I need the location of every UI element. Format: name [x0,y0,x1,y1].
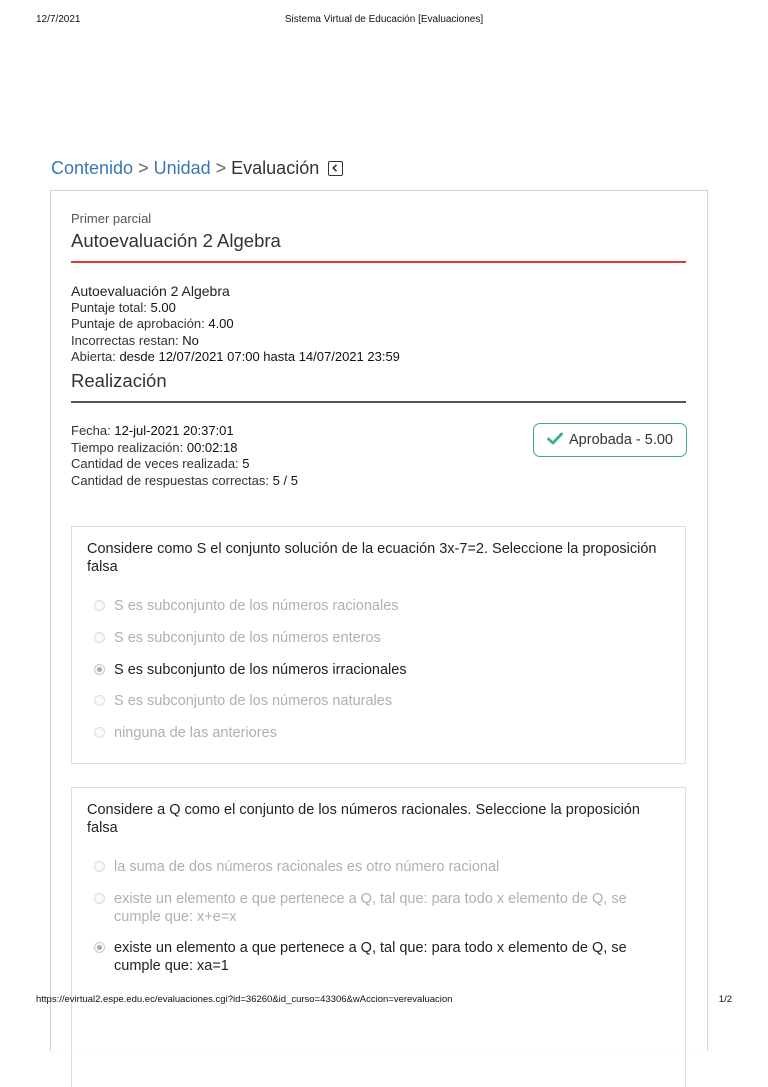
answer-option-label: S es subconjunto de los números irracionales [114,662,407,678]
answer-option[interactable] [94,858,664,876]
radio-button-checked[interactable] [94,664,105,675]
radio-button[interactable] [94,727,105,738]
radio-button-checked[interactable] [94,942,105,953]
status-badge-label: Aprobada - 5.00 [569,432,673,448]
breadcrumb-unidad[interactable]: Unidad [153,158,211,178]
breadcrumb-separator: > [215,158,227,178]
print-date: 12/7/2021 [36,14,81,25]
answer-option-label: S es subconjunto de los números racionales [114,598,399,614]
answer-option[interactable] [94,890,664,926]
print-url: https://evirtual2.espe.edu.ec/evaluaciones.cgi?id=36260&id_curso=43306&wAccion=verevaluacion [36,994,453,1005]
answer-option-label: la suma de dos números racionales es otro número racional [114,859,500,875]
realizacion-row-fecha: Fecha: 12-jul-2021 20:37:01 [71,423,234,438]
answer-option-label: S es subconjunto de los números enteros [114,630,381,646]
info-row-puntaje-aprobacion: Puntaje de aprobación: 4.00 [71,316,234,331]
breadcrumb-evaluacion: Evaluación [231,158,320,178]
breadcrumb [51,158,343,179]
answer-option[interactable] [94,629,664,647]
radio-button[interactable] [94,632,105,643]
evaluation-name: Autoevaluación 2 Algebra [71,283,230,299]
status-badge [533,423,687,457]
page-number: 1/2 [718,994,732,1005]
answer-option-label: existe un elemento a que pertenece a Q, tal que: para todo x elemento de Q, se cumple que: xa=1 [114,940,627,974]
answer-option[interactable] [94,692,664,710]
realizacion-divider [71,401,686,403]
info-row-abierta: Abierta: desde 12/07/2021 07:00 hasta 14/07/2021 23:59 [71,349,400,364]
question-card [71,526,686,764]
answer-option-label: existe un elemento e que pertenece a Q, tal que: para todo x elemento de Q, se cumple que: x+e=x [114,891,627,925]
title-divider [71,261,686,263]
answer-option[interactable] [94,724,664,742]
print-page-title: Sistema Virtual de Educación [Evaluaciones] [284,14,484,25]
realizacion-row-correctas: Cantidad de respuestas correctas: 5 / 5 [71,472,298,488]
check-icon [547,432,563,449]
answer-option-selected[interactable] [94,939,664,975]
answer-option[interactable] [94,597,664,615]
realizacion-heading: Realización [71,370,167,391]
info-row-incorrectas-restan: Incorrectas restan: No [71,332,199,348]
radio-button[interactable] [94,861,105,872]
answer-option-selected[interactable] [94,661,664,679]
realizacion-row-veces: Cantidad de veces realizada: 5 [71,456,250,471]
answer-option-label: S es subconjunto de los números naturales [114,693,393,709]
evaluation-subtitle: Primer parcial [71,211,152,226]
evaluation-title: Autoevaluación 2 Algebra [71,230,281,251]
breadcrumb-contenido[interactable]: Contenido [51,158,134,178]
answer-option-label: ninguna de las anteriores [114,725,277,741]
back-icon[interactable] [328,161,343,176]
radio-button[interactable] [94,695,105,706]
radio-button[interactable] [94,893,105,904]
evaluation-card [50,190,708,1051]
question-card [71,787,686,1087]
evaluation-info [71,283,686,366]
radio-button[interactable] [94,600,105,611]
breadcrumb-separator: > [138,158,149,178]
question-text: Considere a Q como el conjunto de los números racionales. Seleccione la proposición falsa [87,802,640,836]
info-row-puntaje-total: Puntaje total: 5.00 [71,299,176,315]
realizacion-row-tiempo: Tiempo realización: 00:02:18 [71,439,238,455]
question-text: Considere como S el conjunto solución de la ecuación 3x-7=2. Seleccione la proposición falsa [87,541,657,575]
